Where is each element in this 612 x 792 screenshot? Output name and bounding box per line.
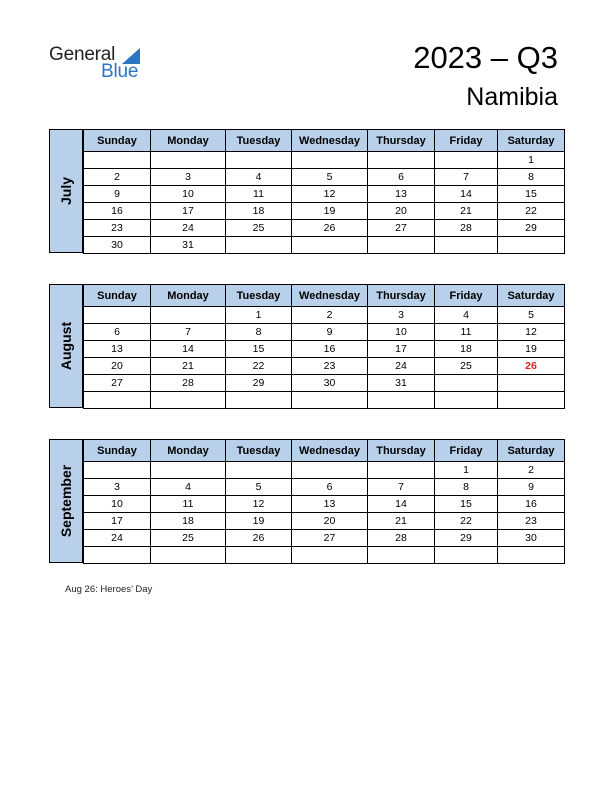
day-cell: 31 bbox=[368, 375, 435, 392]
week-row bbox=[84, 169, 565, 186]
day-cell: 30 bbox=[292, 375, 368, 392]
weekday-saturday: Saturday bbox=[498, 130, 565, 152]
day-cell: 9 bbox=[84, 186, 151, 203]
empty-day-cell bbox=[435, 392, 498, 409]
day-cell: 14 bbox=[368, 496, 435, 513]
day-cell: 5 bbox=[292, 169, 368, 186]
day-cell: 7 bbox=[368, 479, 435, 496]
day-cell: 6 bbox=[368, 169, 435, 186]
holiday-note: Aug 26: Heroes’ Day bbox=[65, 584, 153, 595]
week-row bbox=[84, 358, 565, 375]
day-cell: 16 bbox=[498, 496, 565, 513]
day-cell: 23 bbox=[292, 358, 368, 375]
empty-day-cell bbox=[84, 307, 151, 324]
empty-day-cell bbox=[435, 547, 498, 564]
month-grid bbox=[83, 439, 565, 564]
day-cell: 11 bbox=[226, 186, 292, 203]
week-row bbox=[84, 307, 565, 324]
day-cell: 21 bbox=[368, 513, 435, 530]
day-cell: 9 bbox=[292, 324, 368, 341]
weekday-thursday: Thursday bbox=[368, 285, 435, 307]
day-cell: 17 bbox=[368, 341, 435, 358]
day-cell: 30 bbox=[498, 530, 565, 547]
day-cell: 24 bbox=[84, 530, 151, 547]
day-cell: 16 bbox=[84, 203, 151, 220]
day-cell: 6 bbox=[84, 324, 151, 341]
empty-day-cell bbox=[226, 152, 292, 169]
country-name: Namibia bbox=[466, 83, 558, 111]
day-cell: 4 bbox=[151, 479, 226, 496]
weekday-sunday: Sunday bbox=[84, 285, 151, 307]
week-row bbox=[84, 479, 565, 496]
page-title: 2023 – Q3 bbox=[413, 40, 558, 75]
day-cell: 11 bbox=[435, 324, 498, 341]
weekday-sunday: Sunday bbox=[84, 130, 151, 152]
day-cell: 1 bbox=[435, 462, 498, 479]
empty-day-cell bbox=[151, 152, 226, 169]
day-cell: 2 bbox=[498, 462, 565, 479]
month-label bbox=[49, 284, 83, 408]
day-cell: 15 bbox=[435, 496, 498, 513]
day-cell: 26 bbox=[498, 358, 565, 375]
day-cell: 23 bbox=[84, 220, 151, 237]
empty-day-cell bbox=[226, 462, 292, 479]
month-name: July bbox=[58, 176, 74, 206]
month-label bbox=[49, 129, 83, 253]
empty-day-cell bbox=[498, 392, 565, 409]
day-cell: 29 bbox=[226, 375, 292, 392]
day-cell: 11 bbox=[151, 496, 226, 513]
day-cell: 22 bbox=[435, 513, 498, 530]
logo-blue-text: Blue bbox=[101, 61, 139, 82]
day-cell: 10 bbox=[368, 324, 435, 341]
day-cell: 10 bbox=[151, 186, 226, 203]
week-row bbox=[84, 186, 565, 203]
weekday-header-row bbox=[84, 285, 565, 307]
month-name: September bbox=[58, 464, 74, 538]
day-cell: 16 bbox=[292, 341, 368, 358]
day-cell: 27 bbox=[292, 530, 368, 547]
empty-day-cell bbox=[226, 237, 292, 254]
empty-day-cell bbox=[226, 547, 292, 564]
empty-day-cell bbox=[368, 547, 435, 564]
week-row bbox=[84, 220, 565, 237]
empty-day-cell bbox=[368, 392, 435, 409]
day-cell: 1 bbox=[498, 152, 565, 169]
month-grid bbox=[83, 284, 565, 409]
weekday-wednesday: Wednesday bbox=[292, 130, 368, 152]
day-cell: 19 bbox=[226, 513, 292, 530]
weekday-wednesday: Wednesday bbox=[292, 440, 368, 462]
empty-day-cell bbox=[498, 547, 565, 564]
empty-day-cell bbox=[151, 392, 226, 409]
weekday-saturday: Saturday bbox=[498, 285, 565, 307]
day-cell: 21 bbox=[151, 358, 226, 375]
day-cell: 22 bbox=[226, 358, 292, 375]
day-cell: 26 bbox=[292, 220, 368, 237]
day-cell: 9 bbox=[498, 479, 565, 496]
day-cell: 25 bbox=[151, 530, 226, 547]
empty-day-cell bbox=[498, 375, 565, 392]
week-row bbox=[84, 496, 565, 513]
day-cell: 7 bbox=[151, 324, 226, 341]
day-cell: 5 bbox=[226, 479, 292, 496]
day-cell: 13 bbox=[368, 186, 435, 203]
day-cell: 22 bbox=[498, 203, 565, 220]
empty-day-cell bbox=[292, 547, 368, 564]
day-cell: 4 bbox=[226, 169, 292, 186]
day-cell: 17 bbox=[84, 513, 151, 530]
day-cell: 18 bbox=[435, 341, 498, 358]
day-cell: 12 bbox=[226, 496, 292, 513]
weekday-thursday: Thursday bbox=[368, 440, 435, 462]
day-cell: 20 bbox=[292, 513, 368, 530]
day-cell: 3 bbox=[151, 169, 226, 186]
day-cell: 2 bbox=[292, 307, 368, 324]
week-row bbox=[84, 152, 565, 169]
week-row bbox=[84, 547, 565, 564]
weekday-monday: Monday bbox=[151, 285, 226, 307]
week-row bbox=[84, 237, 565, 254]
logo-general-text: General bbox=[49, 44, 116, 65]
empty-day-cell bbox=[498, 237, 565, 254]
week-row bbox=[84, 324, 565, 341]
day-cell: 15 bbox=[498, 186, 565, 203]
weekday-wednesday: Wednesday bbox=[292, 285, 368, 307]
day-cell: 12 bbox=[498, 324, 565, 341]
day-cell: 6 bbox=[292, 479, 368, 496]
day-cell: 28 bbox=[151, 375, 226, 392]
day-cell: 5 bbox=[498, 307, 565, 324]
day-cell: 14 bbox=[435, 186, 498, 203]
day-cell: 13 bbox=[84, 341, 151, 358]
day-cell: 27 bbox=[368, 220, 435, 237]
weekday-friday: Friday bbox=[435, 440, 498, 462]
week-row bbox=[84, 341, 565, 358]
day-cell: 12 bbox=[292, 186, 368, 203]
day-cell: 26 bbox=[226, 530, 292, 547]
empty-day-cell bbox=[84, 152, 151, 169]
empty-day-cell bbox=[84, 392, 151, 409]
weekday-monday: Monday bbox=[151, 440, 226, 462]
day-cell: 24 bbox=[151, 220, 226, 237]
day-cell: 18 bbox=[151, 513, 226, 530]
week-row bbox=[84, 530, 565, 547]
day-cell: 25 bbox=[435, 358, 498, 375]
day-cell: 20 bbox=[84, 358, 151, 375]
day-cell: 10 bbox=[84, 496, 151, 513]
day-cell: 23 bbox=[498, 513, 565, 530]
empty-day-cell bbox=[226, 392, 292, 409]
empty-day-cell bbox=[435, 375, 498, 392]
month-label bbox=[49, 439, 83, 563]
month-name: August bbox=[58, 321, 74, 371]
empty-day-cell bbox=[368, 462, 435, 479]
weekday-tuesday: Tuesday bbox=[226, 130, 292, 152]
weekday-tuesday: Tuesday bbox=[226, 285, 292, 307]
day-cell: 18 bbox=[226, 203, 292, 220]
weekday-friday: Friday bbox=[435, 285, 498, 307]
day-cell: 3 bbox=[84, 479, 151, 496]
day-cell: 8 bbox=[226, 324, 292, 341]
empty-day-cell bbox=[292, 392, 368, 409]
day-cell: 28 bbox=[435, 220, 498, 237]
empty-day-cell bbox=[84, 462, 151, 479]
day-cell: 14 bbox=[151, 341, 226, 358]
week-row bbox=[84, 203, 565, 220]
week-row bbox=[84, 392, 565, 409]
empty-day-cell bbox=[368, 152, 435, 169]
day-cell: 20 bbox=[368, 203, 435, 220]
day-cell: 24 bbox=[368, 358, 435, 375]
day-cell: 7 bbox=[435, 169, 498, 186]
day-cell: 28 bbox=[368, 530, 435, 547]
day-cell: 25 bbox=[226, 220, 292, 237]
day-cell: 31 bbox=[151, 237, 226, 254]
empty-day-cell bbox=[435, 237, 498, 254]
weekday-tuesday: Tuesday bbox=[226, 440, 292, 462]
day-cell: 15 bbox=[226, 341, 292, 358]
weekday-sunday: Sunday bbox=[84, 440, 151, 462]
day-cell: 1 bbox=[226, 307, 292, 324]
day-cell: 13 bbox=[292, 496, 368, 513]
empty-day-cell bbox=[292, 462, 368, 479]
empty-day-cell bbox=[435, 152, 498, 169]
weekday-saturday: Saturday bbox=[498, 440, 565, 462]
empty-day-cell bbox=[292, 237, 368, 254]
day-cell: 19 bbox=[292, 203, 368, 220]
month-grid bbox=[83, 129, 565, 254]
empty-day-cell bbox=[292, 152, 368, 169]
empty-day-cell bbox=[368, 237, 435, 254]
empty-day-cell bbox=[151, 462, 226, 479]
day-cell: 19 bbox=[498, 341, 565, 358]
header bbox=[413, 38, 558, 113]
generalblue-logo bbox=[49, 44, 149, 84]
week-row bbox=[84, 462, 565, 479]
weekday-monday: Monday bbox=[151, 130, 226, 152]
weekday-thursday: Thursday bbox=[368, 130, 435, 152]
day-cell: 30 bbox=[84, 237, 151, 254]
day-cell: 17 bbox=[151, 203, 226, 220]
empty-day-cell bbox=[151, 547, 226, 564]
day-cell: 21 bbox=[435, 203, 498, 220]
empty-day-cell bbox=[151, 307, 226, 324]
weekday-header-row bbox=[84, 130, 565, 152]
day-cell: 4 bbox=[435, 307, 498, 324]
day-cell: 3 bbox=[368, 307, 435, 324]
week-row bbox=[84, 513, 565, 530]
day-cell: 27 bbox=[84, 375, 151, 392]
day-cell: 2 bbox=[84, 169, 151, 186]
weekday-header-row bbox=[84, 440, 565, 462]
week-row bbox=[84, 375, 565, 392]
day-cell: 8 bbox=[498, 169, 565, 186]
empty-day-cell bbox=[84, 547, 151, 564]
day-cell: 29 bbox=[435, 530, 498, 547]
weekday-friday: Friday bbox=[435, 130, 498, 152]
day-cell: 8 bbox=[435, 479, 498, 496]
day-cell: 29 bbox=[498, 220, 565, 237]
